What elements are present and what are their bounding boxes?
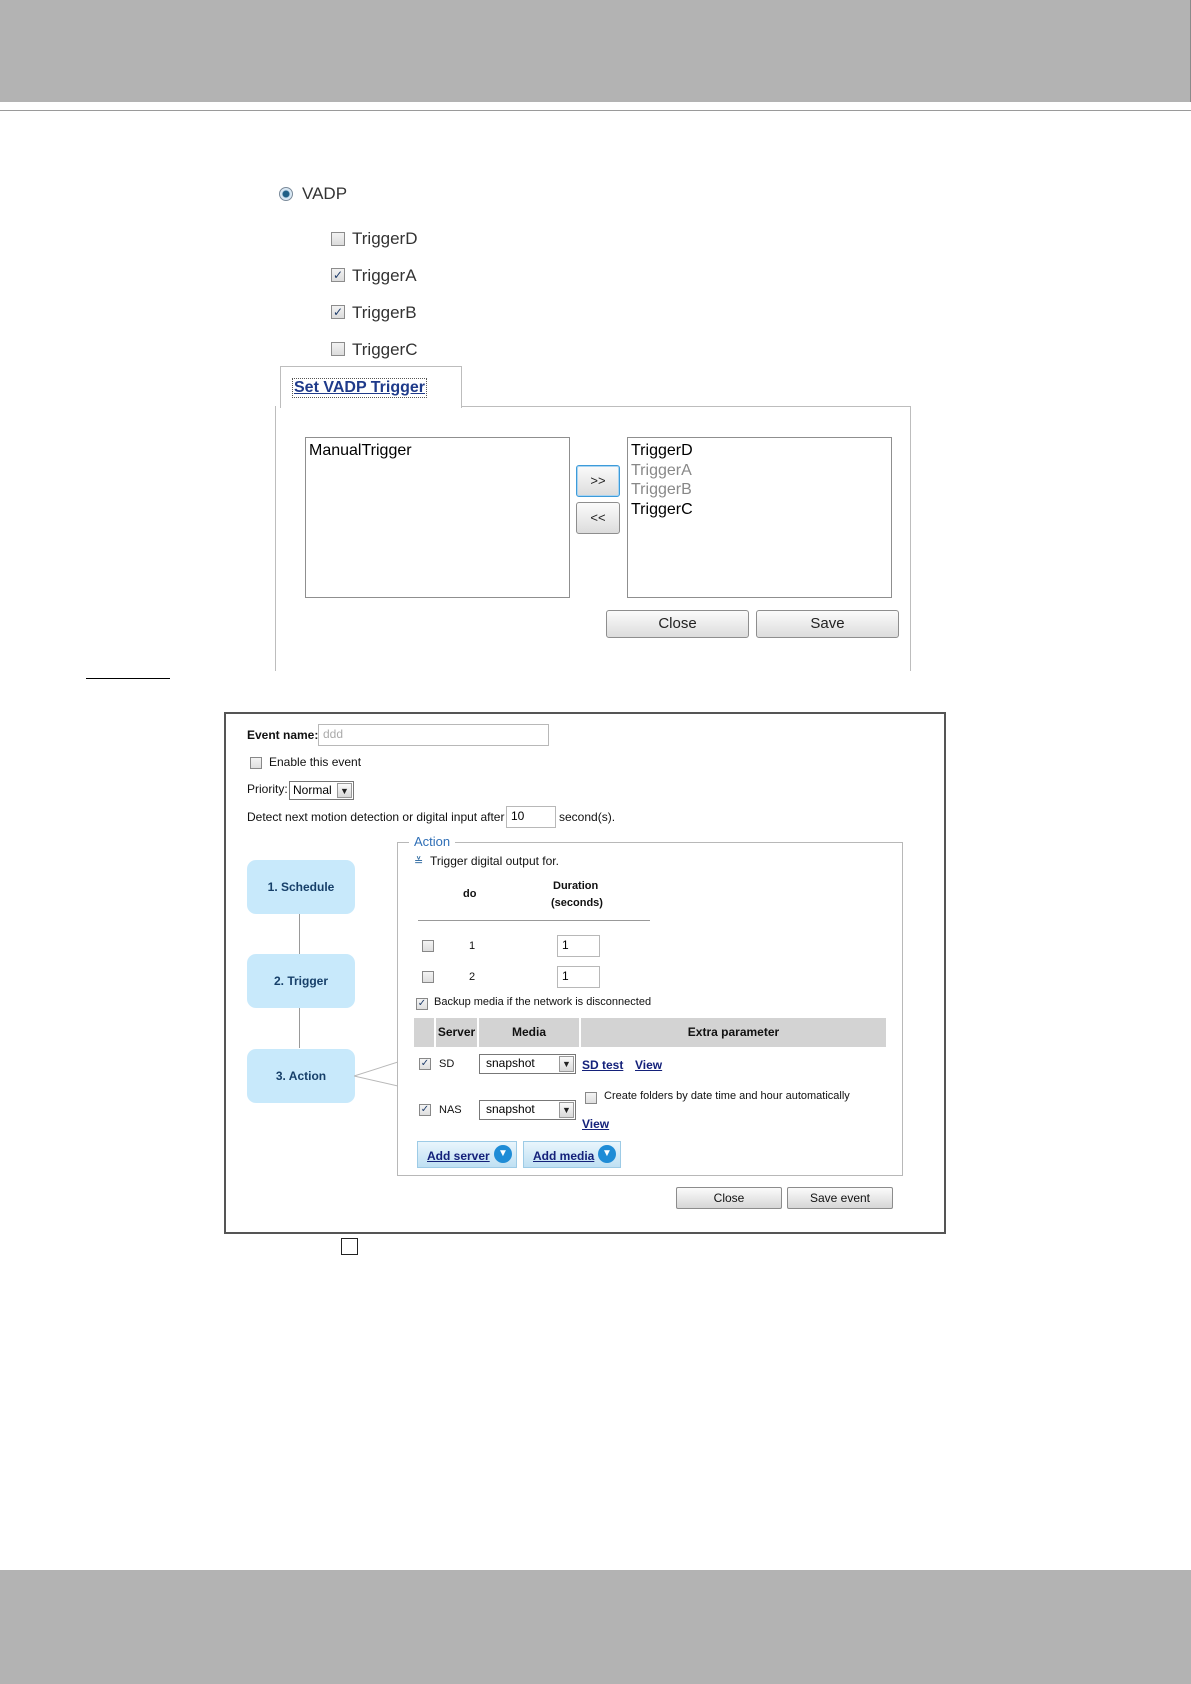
enable-event-label: Enable this event <box>269 755 362 769</box>
table-header-extra: Extra parameter <box>581 1018 886 1047</box>
do-1-duration-input[interactable]: 1 <box>557 935 600 957</box>
vadp-radio[interactable] <box>279 187 293 201</box>
sd-server-name: SD <box>439 1058 455 1070</box>
bottom-banner <box>0 1570 1191 1684</box>
add-server-button[interactable] <box>417 1141 517 1168</box>
col-duration-unit: (seconds) <box>551 897 603 909</box>
chevron-down-icon: ▼ <box>598 1145 616 1163</box>
save-event-button[interactable]: Save event <box>787 1187 893 1209</box>
do-1-checkbox[interactable] <box>422 940 434 952</box>
step-trigger[interactable]: 2. Trigger <box>247 954 355 1008</box>
panel-border-right <box>910 406 911 671</box>
chevron-down-icon: ▼ <box>337 783 352 798</box>
table-header-media: Media <box>479 1018 579 1047</box>
trigger-c-checkbox[interactable] <box>331 342 345 356</box>
do-2-duration-input[interactable]: 1 <box>557 966 600 988</box>
nas-media-select[interactable] <box>479 1100 576 1120</box>
sd-view-link[interactable]: View <box>635 1058 663 1072</box>
col-do: do <box>463 888 477 900</box>
backup-media-label: Backup media if the network is disconnected <box>434 996 652 1008</box>
sd-media-value: snapshot <box>486 1056 535 1070</box>
step-action[interactable]: 3. Action <box>247 1049 355 1103</box>
remove-trigger-button[interactable]: << <box>576 502 620 534</box>
add-media-button[interactable] <box>523 1141 621 1168</box>
step-connector <box>299 914 300 954</box>
add-server-label: Add server <box>427 1149 490 1163</box>
sd-server-checkbox[interactable]: ✓ <box>420 1058 430 1069</box>
list-item[interactable]: TriggerB <box>631 481 692 498</box>
detect-label: Detect next motion detection or digital input after <box>247 810 505 824</box>
event-name-label: Event name: <box>247 728 319 742</box>
trigger-a-label: TriggerA <box>352 266 417 285</box>
create-folders-label: Create folders by date time and hour automatically <box>604 1090 850 1102</box>
do-1-number: 1 <box>469 940 476 952</box>
do-table-divider <box>418 920 650 921</box>
available-triggers-list[interactable] <box>305 437 570 598</box>
nas-server-checkbox[interactable]: ✓ <box>420 1104 430 1115</box>
priority-value: Normal <box>293 783 332 797</box>
empty-checkbox-glyph <box>341 1238 358 1255</box>
do-2-number: 2 <box>469 971 476 983</box>
sd-test-link[interactable]: SD test <box>582 1058 624 1072</box>
step-pointer <box>354 1060 398 1090</box>
nas-media-value: snapshot <box>486 1102 535 1116</box>
set-vadp-trigger-tab-label[interactable]: Set VADP Trigger <box>294 379 425 396</box>
list-item[interactable]: ManualTrigger <box>309 442 412 459</box>
trigger-d-checkbox[interactable] <box>331 232 345 246</box>
trigger-a-checkbox[interactable]: ✓ <box>332 268 344 282</box>
list-item[interactable]: TriggerC <box>631 500 693 518</box>
selected-triggers-list[interactable] <box>627 437 892 598</box>
event-name-input[interactable]: ddd <box>318 724 549 746</box>
step-connector <box>299 1008 300 1048</box>
table-header-server: Server <box>436 1018 477 1047</box>
nas-server-name: NAS <box>439 1104 462 1116</box>
trigger-b-label: TriggerB <box>352 303 417 322</box>
create-folders-checkbox[interactable] <box>585 1092 597 1104</box>
event-close-button[interactable]: Close <box>676 1187 782 1209</box>
save-button[interactable]: Save <box>756 610 899 638</box>
header-divider <box>0 110 1191 111</box>
chevron-down-icon: ▼ <box>494 1145 512 1163</box>
blank-underline <box>86 678 170 679</box>
action-legend: Action <box>409 834 455 849</box>
detect-seconds-input[interactable]: 10 <box>506 806 556 828</box>
top-banner <box>0 0 1191 102</box>
table-header-blank <box>414 1018 434 1047</box>
list-item[interactable]: TriggerA <box>631 461 692 479</box>
nas-view-link[interactable]: View <box>582 1117 610 1131</box>
trigger-b-checkbox[interactable]: ✓ <box>332 305 344 319</box>
add-trigger-button[interactable]: >> <box>576 465 620 497</box>
sd-media-select[interactable] <box>479 1054 576 1074</box>
trigger-do-label: Trigger digital output for. <box>430 854 559 868</box>
do-2-checkbox[interactable] <box>422 971 434 983</box>
panel-border-left <box>275 406 276 671</box>
detect-unit: second(s). <box>559 810 616 824</box>
close-button[interactable]: Close <box>606 610 749 638</box>
collapse-icon[interactable]: ≚ <box>414 856 424 868</box>
trigger-d-label: TriggerD <box>352 229 418 248</box>
priority-select[interactable] <box>289 781 354 800</box>
col-duration: Duration <box>553 880 599 892</box>
chevron-down-icon: ▼ <box>559 1056 574 1072</box>
add-media-label: Add media <box>533 1149 595 1163</box>
backup-media-checkbox[interactable]: ✓ <box>417 998 427 1009</box>
trigger-c-label: TriggerC <box>352 340 418 359</box>
vadp-radio-label: VADP <box>302 184 348 203</box>
step-schedule[interactable]: 1. Schedule <box>247 860 355 914</box>
panel-border-top <box>462 406 911 407</box>
enable-event-checkbox[interactable] <box>250 757 262 769</box>
list-item[interactable]: TriggerD <box>631 442 693 459</box>
priority-label: Priority: <box>247 782 288 796</box>
chevron-down-icon: ▼ <box>559 1102 574 1118</box>
